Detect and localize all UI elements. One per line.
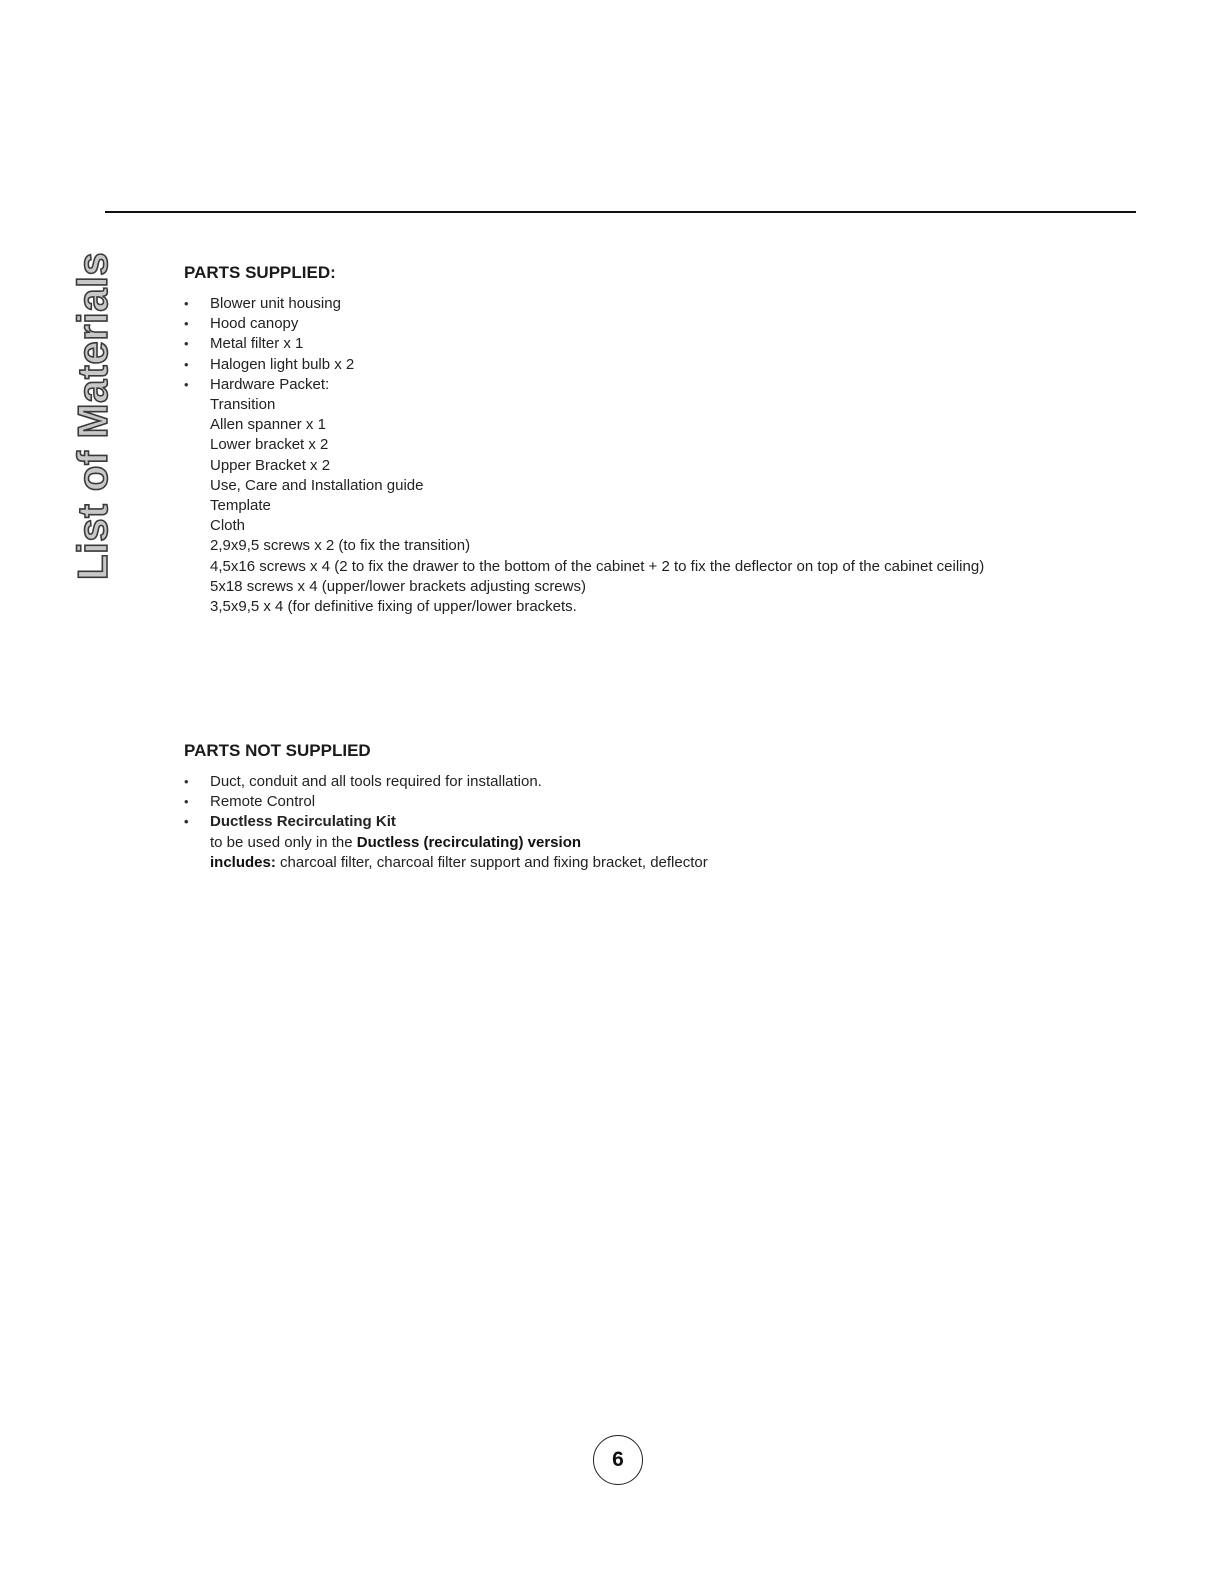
- side-title: List of Materials: [69, 251, 116, 581]
- top-divider: [105, 211, 1136, 213]
- hardware-packet-item: 2,9x9,5 screws x 2 (to fix the transition): [210, 537, 471, 555]
- parts-supplied-list: [184, 294, 984, 617]
- hardware-packet-item: Allen spanner x 1: [210, 416, 326, 434]
- kit-usage-version: Ductless (recirculating) version: [356, 833, 582, 851]
- hardware-packet-item: Use, Care and Installation guide: [210, 476, 424, 494]
- list-item: • Duct, conduit and all tools required for installation.: [184, 772, 708, 792]
- hardware-packet-item: Cloth: [210, 517, 246, 535]
- kit-includes-label: includes:: [210, 853, 276, 871]
- parts-not-supplied-heading: PARTS NOT SUPPLIED: [184, 741, 371, 760]
- list-item: • Blower unit housing: [184, 294, 984, 314]
- page-number: 6: [593, 1435, 643, 1485]
- hardware-packet-item: Lower bracket x 2: [210, 436, 329, 454]
- list-item: • Hood canopy: [184, 314, 984, 334]
- kit-includes-text: charcoal filter, charcoal filter support and fixing bracket, deflector: [275, 853, 708, 871]
- list-item: • Remote Control: [184, 792, 708, 812]
- hardware-packet-item: Transition: [210, 396, 276, 414]
- list-item: • Metal filter x 1: [184, 334, 984, 354]
- parts-supplied-heading: PARTS SUPPLIED:: [184, 263, 336, 282]
- parts-not-supplied-section: [184, 741, 708, 873]
- list-item: • Halogen light bulb x 2: [184, 355, 984, 375]
- hardware-packet-item: Template: [210, 497, 271, 515]
- list-item: • Hardware Packet:: [184, 375, 984, 395]
- kit-usage-prefix: to be used only in the: [210, 833, 357, 851]
- hardware-packet-item: 5x18 screws x 4 (upper/lower brackets adjusting screws): [210, 577, 586, 595]
- list-item-kit: • Ductless Recirculating Kit: [184, 812, 708, 832]
- hardware-packet-item: Upper Bracket x 2: [210, 456, 331, 474]
- kit-includes-note: [184, 853, 708, 873]
- parts-not-supplied-list: [184, 772, 708, 873]
- parts-supplied-section: [184, 263, 984, 617]
- kit-usage-note: [184, 833, 708, 853]
- hardware-packet-item: 3,5x9,5 x 4 (for definitive fixing of upper/lower brackets.: [210, 598, 577, 616]
- hardware-packet-item: 4,5x16 screws x 4 (2 to fix the drawer to the bottom of the cabinet + 2 to fix the deflector on top of the cabinet ceiling): [210, 557, 985, 575]
